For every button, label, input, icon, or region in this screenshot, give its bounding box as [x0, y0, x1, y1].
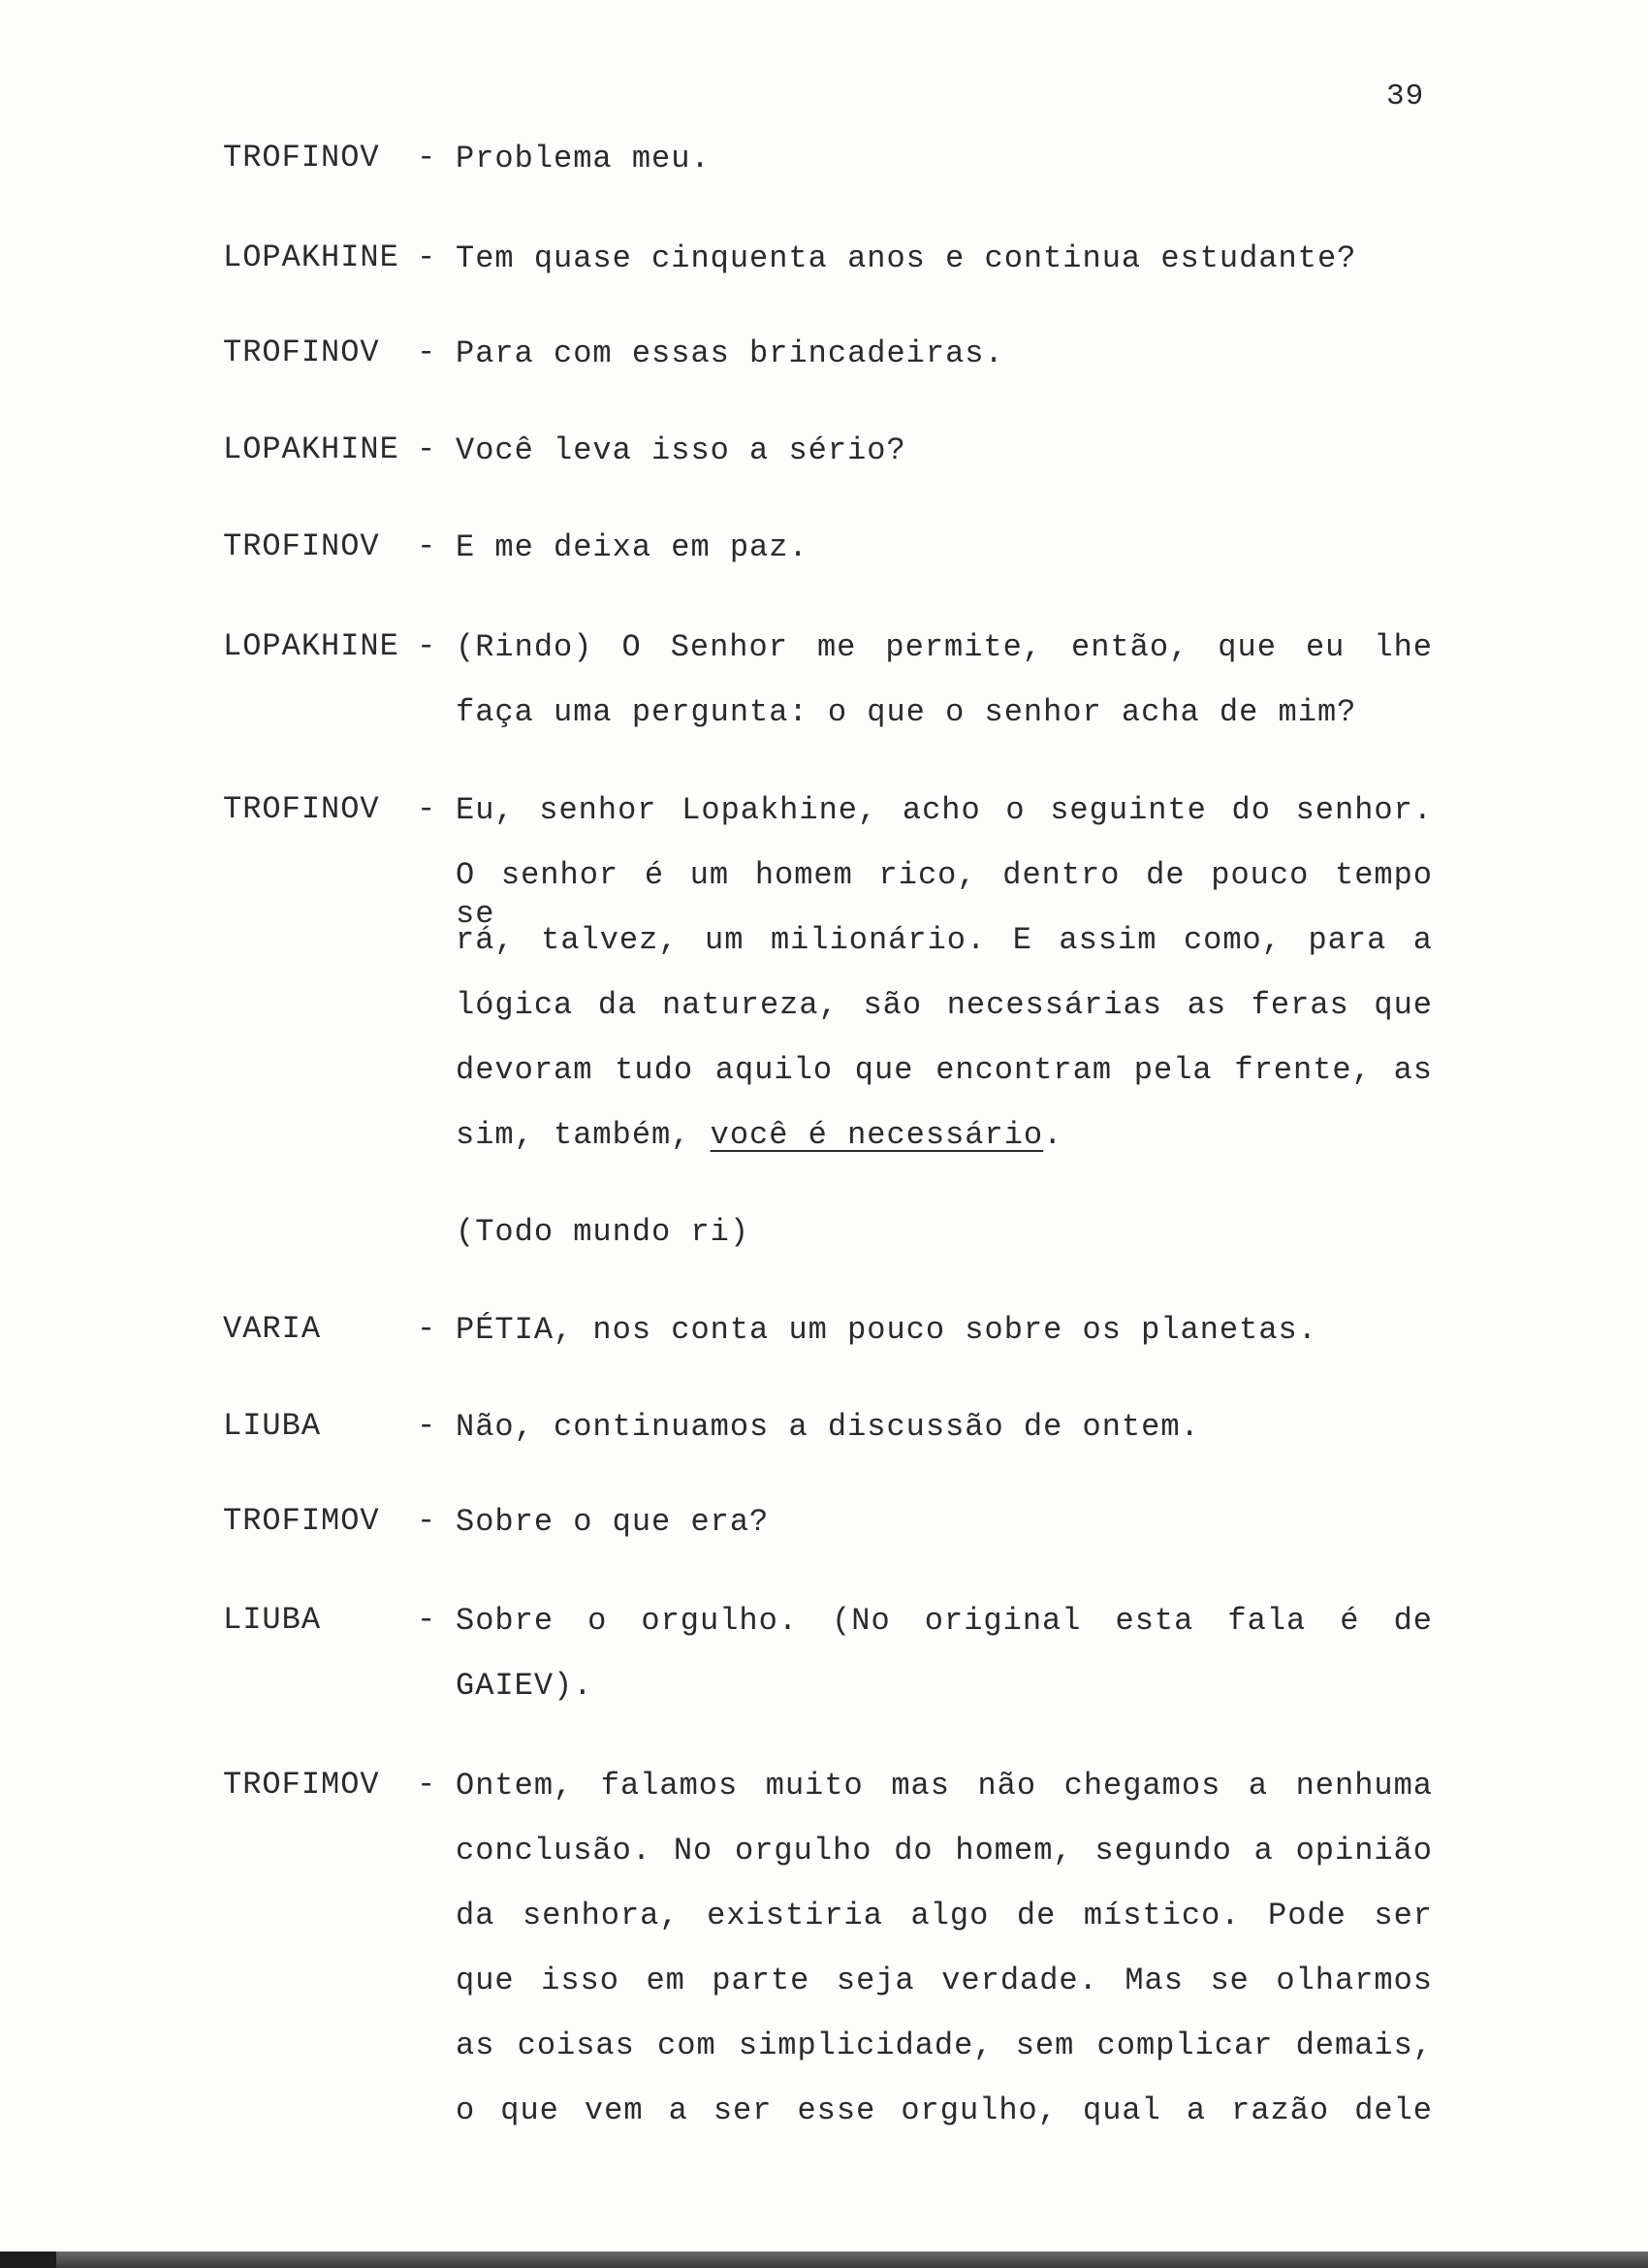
speech-line: o que vem a ser esse orgulho, qual a razão dele: [456, 2092, 1433, 2128]
speaker-name: LIUBA: [223, 1602, 322, 1638]
speech-line: Ontem, falamos muito mas não chegamos a nenhuma: [456, 1768, 1433, 1804]
speaker-name: VARIA: [223, 1311, 322, 1347]
speech-line: lógica da natureza, são necessárias as feras que: [456, 987, 1433, 1023]
scan-bottom-edge: [0, 2252, 1648, 2268]
speaker-name: TROFINOV: [223, 335, 380, 370]
speech-text: [456, 1503, 1433, 1568]
speaker-name: TROFINOV: [223, 528, 380, 564]
speech-line: GAIEV).: [456, 1668, 593, 1704]
dash: -: [417, 140, 437, 176]
speaker-name: LOPAKHINE: [223, 628, 399, 664]
speaker-name: TROFINOV: [223, 140, 380, 176]
speech-line: Para com essas brincadeiras.: [456, 335, 1004, 371]
speech-line: devoram tudo aquilo que encontram pela frente, as: [456, 1052, 1433, 1088]
speech-text: [456, 628, 1433, 758]
dash: -: [417, 1311, 437, 1347]
dash: -: [417, 1408, 437, 1444]
speech-line: (Rindo) O Senhor me permite, então, que eu lhe: [456, 629, 1433, 665]
speech-line: Você leva isso a sério?: [456, 432, 906, 468]
speech-line: Tem quase cinquenta anos e continua estudante?: [456, 240, 1357, 276]
speaker-name: TROFIMOV: [223, 1503, 380, 1539]
page-number: 39: [1386, 80, 1425, 113]
speech-line: E me deixa em paz.: [456, 529, 808, 565]
dash: -: [417, 1503, 437, 1539]
speaker-name: LIUBA: [223, 1408, 322, 1444]
speech-text: [456, 1767, 1433, 2156]
speech-line: Eu, senhor Lopakhine, acho o seguinte do senhor.: [456, 792, 1433, 828]
speech-text: [456, 335, 1433, 399]
dash: -: [417, 528, 437, 564]
speech-line: conclusão. No orgulho do homem, segundo a opinião: [456, 1833, 1433, 1869]
speech-text-segment: sim, também,: [456, 1117, 691, 1153]
speaker-name: LOPAKHINE: [223, 431, 399, 467]
speech-line: O senhor é um homem rico, dentro de pouco tempo se: [456, 857, 1433, 932]
dash: -: [417, 1767, 437, 1803]
speech-line: que isso em parte seja verdade. Mas se olharmos: [456, 1963, 1433, 1998]
speech-line: as coisas com simplicidade, sem complicar demais,: [456, 2028, 1433, 2063]
scan-corner-shadow: [0, 2252, 56, 2268]
dash: -: [417, 335, 437, 370]
dash: -: [417, 431, 437, 467]
speaker-name: TROFIMOV: [223, 1767, 380, 1803]
speech-text-segment: .: [1043, 1117, 1063, 1153]
dash: -: [417, 791, 437, 827]
speech-line: rá, talvez, um milionário. E assim como, para a: [456, 922, 1433, 958]
speech-line: Não, continuamos a discussão de ontem.: [456, 1409, 1200, 1445]
speech-text: [456, 528, 1433, 593]
speech-line-group: [456, 1116, 1433, 1181]
dash: -: [417, 1602, 437, 1638]
underlined-phrase: você é necessário: [710, 1117, 1044, 1153]
speech-text: [456, 791, 1433, 1181]
speech-text: [456, 140, 1433, 205]
speech-line: da senhora, existiria algo de místico. Pode ser: [456, 1898, 1433, 1933]
dash: -: [417, 240, 437, 275]
speech-line: Sobre o orgulho. (No original esta fala é de: [456, 1603, 1433, 1639]
speaker-name: TROFINOV: [223, 791, 380, 827]
speech-line: Problema meu.: [456, 141, 711, 176]
speech-line: Sobre o que era?: [456, 1504, 770, 1540]
speech-line: PÉTIA, nos conta um pouco sobre os planetas.: [456, 1312, 1317, 1348]
speech-text: [456, 431, 1433, 496]
speech-text: [456, 240, 1433, 304]
dash: -: [417, 628, 437, 664]
speech-text: [456, 1602, 1433, 1732]
stage-direction: (Todo mundo ri): [456, 1214, 750, 1250]
speaker-name: LOPAKHINE: [223, 240, 399, 275]
speech-text: [456, 1311, 1433, 1376]
speech-text: [456, 1408, 1433, 1473]
speech-line: faça uma pergunta: o que o senhor acha de mim?: [456, 694, 1357, 730]
